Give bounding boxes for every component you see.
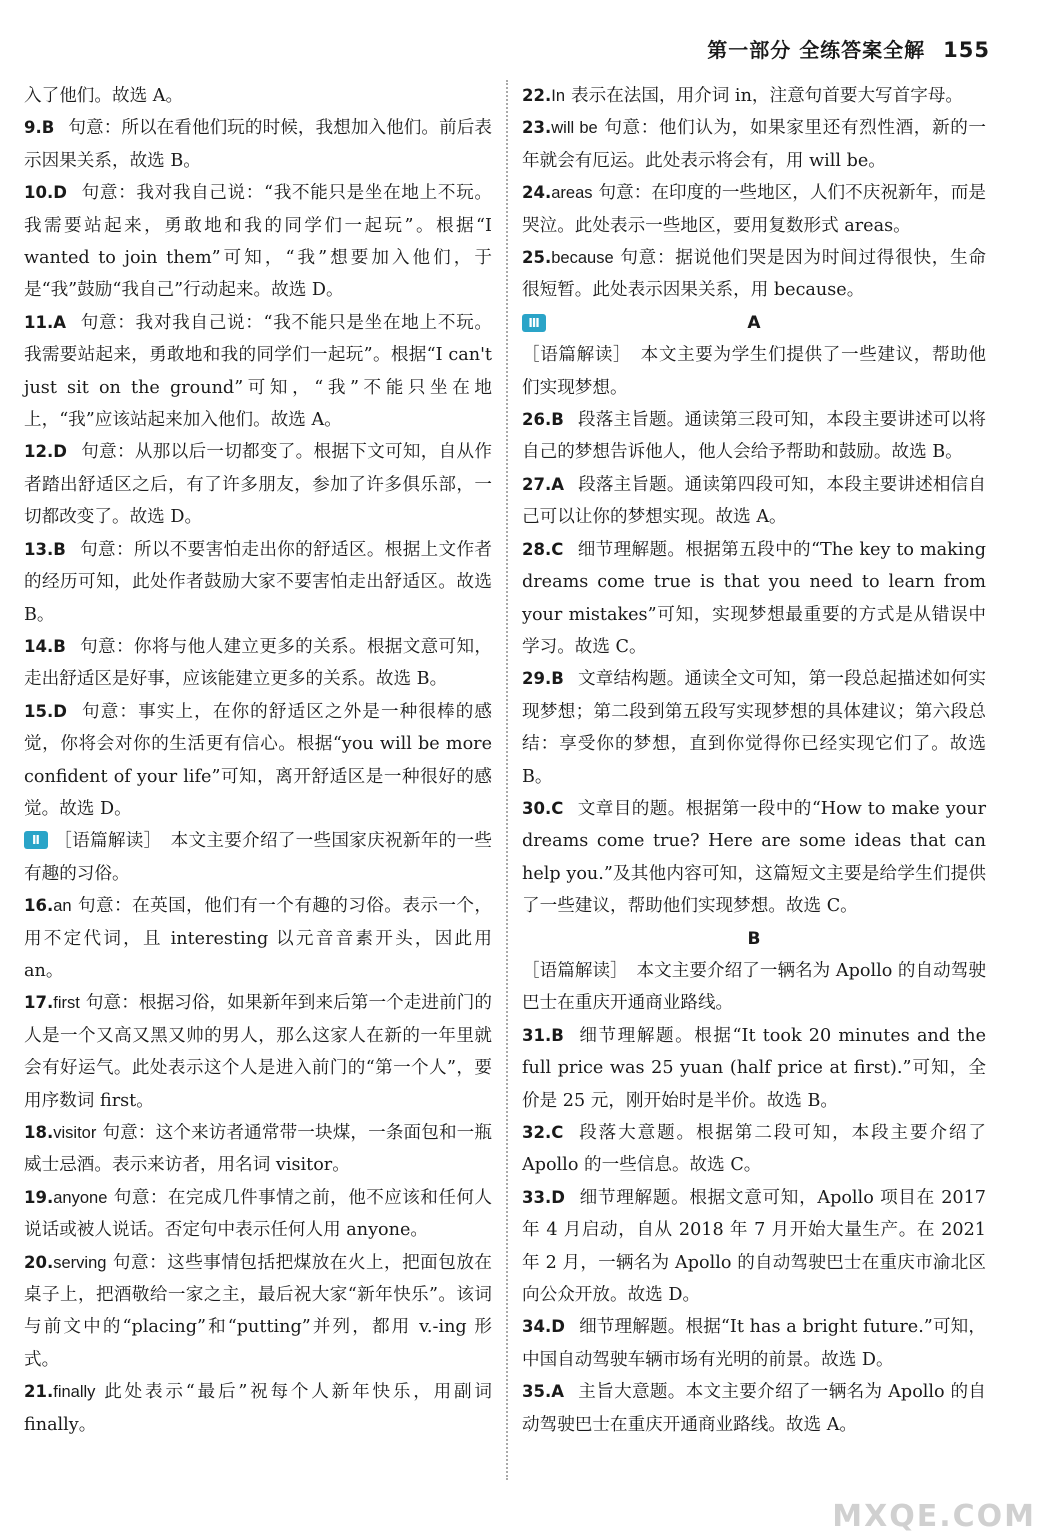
question-number: 28.C — [522, 539, 564, 559]
question-number: 15.D — [24, 701, 67, 721]
question-number: 10.D — [24, 183, 67, 203]
answer-item — [522, 793, 986, 923]
answer-word: anyone — [53, 1188, 108, 1207]
question-number: 30.C — [522, 798, 564, 818]
explanation-text: 段落主旨题。通读第四段可知，本段主要讲述相信自己可以让你的梦想实现。故选 A。 — [522, 474, 986, 528]
question-number: 31.B — [522, 1025, 564, 1045]
answer-item — [522, 1311, 986, 1376]
answer-word: visitor — [53, 1124, 97, 1142]
question-number: 20. — [24, 1252, 54, 1272]
question-number: 11.A — [24, 312, 66, 332]
explanation-text: 句意：我对我自己说：“我不能只是坐在地上不玩。我需要站起来，勇敢地和我的同学们一起玩”。根据“I wanted to join them”可知，“我”想要加入他们，于是“我”鼓励“我自己”行动起来。故选 D。 — [24, 183, 492, 301]
explanation-text: 文章结构题。通读全文可知，第一段总起描述如何实现梦想；第二段到第五段写实现梦想的具体建议；第六段总结：享受你的梦想，直到你觉得你已经实现它们了。故选 B。 — [522, 669, 986, 787]
passage-letter: A — [747, 312, 761, 333]
answer-item — [522, 112, 986, 177]
answer-word: finally — [53, 1383, 96, 1402]
right-column — [522, 80, 986, 1441]
left-column — [24, 80, 492, 1441]
question-number: 12.D — [24, 442, 67, 462]
paragraph: ［语篇解读］ 本文主要为学生们提供了一些建议，帮助他们实现梦想。 — [522, 345, 986, 398]
answer-item — [24, 1376, 492, 1441]
explanation-text: 句意：在印度的一些地区，人们不庆祝新年，而是哭泣。此处表示一些地区，要用复数形式 areas。 — [522, 183, 986, 236]
answer-item — [24, 534, 492, 631]
question-number: 16. — [24, 896, 54, 916]
explanation-text: 句意：他们认为，如果家里还有烈性酒，新的一年就会有厄运。此处表示将会有，用 will be。 — [522, 118, 986, 171]
explanation-text: 细节理解题。根据“It has a bright future.”可知，中国自动驾驶车辆市场有光明的前景。故选 D。 — [522, 1317, 986, 1370]
answer-item — [522, 404, 986, 469]
explanation-text: 段落主旨题。通读第三段可知，本段主要讲述可以将自己的梦想告诉他人，他人会给予帮助和鼓励。故选 B。 — [522, 410, 986, 463]
question-number: 17. — [24, 993, 54, 1013]
explanation-text: 句意：这些事情包括把煤放在火上，把面包放在桌子上，把酒敬给一家之主，最后祝大家“新年快乐”。该词与前文中的“placing”和“putting”并列，都用 v.-ing 形式。 — [24, 1252, 492, 1370]
section-intro-text: ［语篇解读］ 本文主要介绍了一些国家庆祝新年的一些有趣的习俗。 — [24, 831, 492, 884]
explanation-text: 句意：你将与他人建立更多的关系。根据文意可知，走出舒适区是好事，应该能建立更多的关系。故选 B。 — [24, 636, 492, 690]
question-number: 24. — [522, 183, 552, 203]
explanation-text: 句意：这个来访者通常带一块煤，一条面包和一瓶威士忌酒。表示来访者，用名词 visitor。 — [24, 1123, 492, 1176]
passage-letter: B — [747, 928, 761, 949]
answer-word: In — [551, 87, 565, 105]
question-number: 27.A — [522, 474, 564, 494]
question-number: 14.B — [24, 636, 66, 656]
question-number: 35.A — [522, 1382, 564, 1402]
answer-item — [24, 631, 492, 696]
explanation-text: 细节理解题。根据第五段中的“The key to making dreams come true is that you need to learn from your mistakes”可知，实现梦想最重要的方式是从错误中学习。故选 C。 — [522, 539, 986, 657]
answer-item — [24, 1247, 492, 1377]
answer-word: will be — [551, 119, 598, 138]
answer-item — [522, 1182, 986, 1312]
explanation-text: 表示在法国，用介词 in，注意句首要大写首字母。 — [571, 86, 964, 106]
answer-item — [522, 242, 986, 307]
paragraph: 入了他们。故选 A。 — [24, 86, 184, 106]
answer-item — [24, 696, 492, 826]
answer-item — [24, 1182, 492, 1247]
answer-item — [24, 112, 492, 177]
explanation-text: 句意：所以在看他们玩的时候，我想加入他们。前后表示因果关系，故选 B。 — [24, 118, 492, 171]
question-number: 34.D — [522, 1317, 565, 1337]
answer-item — [522, 469, 986, 534]
answer-item — [24, 1117, 492, 1182]
answer-item — [522, 1020, 986, 1117]
header-part: 第一部分 — [707, 38, 792, 62]
answer-word: an — [53, 897, 72, 916]
explanation-text: 句意：我对我自己说：“我不能只是坐在地上不玩。我需要站起来，勇敢地和我的同学们一起玩”。根据“I can't just sit on the ground”可知，“我”不能只坐在地上，“我”应该站起来加入他们。故选 A。 — [24, 312, 492, 431]
explanation-text: 段落大意题。根据第二段可知，本段主要介绍了 Apollo 的一些信息。故选 C。 — [522, 1123, 986, 1176]
answer-word: areas — [551, 184, 593, 203]
header-title: 全练答案全解 — [799, 38, 926, 62]
explanation-text: 句意：从那以后一切都变了。根据下文可知，自从作者踏出舒适区之后，有了许多朋友，参加了许多俱乐部，一切都改变了。故选 D。 — [24, 442, 492, 528]
question-number: 23. — [522, 118, 552, 138]
explanation-text: 主旨大意题。本文主要介绍了一辆名为 Apollo 的自动驾驶巴士在重庆开通商业路线。故选 A。 — [522, 1382, 986, 1435]
answer-item — [522, 177, 986, 242]
explanation-text: 此处表示“最后”祝每个人新年快乐，用副词finally。 — [24, 1382, 492, 1435]
question-number: 9.B — [24, 118, 55, 138]
section-intro — [24, 825, 492, 890]
answer-item — [24, 307, 492, 437]
page-header — [707, 34, 990, 63]
answer-item — [24, 987, 492, 1117]
question-number: 25. — [522, 248, 552, 268]
explanation-text: 句意：据说他们哭是因为时间过得很快，生命很短暂。此处表示因果关系，用 because。 — [522, 248, 986, 301]
page-number: 155 — [943, 38, 990, 62]
question-number: 21. — [24, 1382, 54, 1402]
answer-item — [24, 890, 492, 987]
question-number: 33.D — [522, 1187, 565, 1207]
question-number: 13.B — [24, 539, 66, 559]
section-badge: Ⅲ — [522, 314, 546, 332]
answer-item — [522, 534, 986, 664]
answer-item — [24, 177, 492, 307]
explanation-text: 文章目的题。根据第一段中的“How to make your dreams come true? Here are some ideas that can help you.”及其他内容可知，这篇短文主要是给学生们提供了一些建议，帮助他们实现梦想。故选 C。 — [522, 798, 986, 917]
explanation-text: 细节理解题。根据文意可知，Apollo 项目在 2017 年 4 月启动，自从 2018 年 7 月开始大量生产。在 2021 年 2 月，一辆名为 Apollo 的自动驾驶巴士在重庆市渝北区向公众开放。故选 D。 — [522, 1187, 986, 1306]
answer-word: serving — [53, 1253, 107, 1272]
answer-item — [24, 436, 492, 533]
question-number: 22. — [522, 86, 552, 105]
answer-word: first — [53, 994, 80, 1013]
explanation-text: 细节理解题。根据“It took 20 minutes and the full price was 25 yuan (half price at first).”可知，全价是 25 元，刚开始时是半价。故选 B。 — [522, 1025, 986, 1111]
answer-word: because — [551, 249, 614, 268]
explanation-text: 句意：事实上，在你的舒适区之外是一种很棒的感觉，你将会对你的生活更有信心。根据“you will be more confident of your life”可知，离开舒适区是一种很好的感觉。故选 D。 — [24, 701, 492, 819]
column-divider — [506, 80, 508, 1480]
answer-item — [522, 1117, 986, 1182]
section-badge: Ⅱ — [24, 831, 48, 849]
section-heading — [522, 307, 986, 339]
question-number: 18. — [24, 1123, 54, 1142]
explanation-text: 句意：根据习俗，如果新年到来后第一个走进前门的人是一个又高又黑又帅的男人，那么这家人在新的一年里就会有好运气。此处表示这个人是进入前门的“第一个人”，要用序数词 first。 — [24, 993, 492, 1111]
explanation-text: 句意：在完成几件事情之前，他不应该和任何人说话或被人说话。否定句中表示任何人用 anyone。 — [24, 1187, 492, 1241]
question-number: 29.B — [522, 669, 564, 689]
explanation-text: 句意：所以不要害怕走出你的舒适区。根据上文作者的经历可知，此处作者鼓励大家不要害怕走出舒适区。故选 B。 — [24, 539, 492, 625]
paragraph: ［语篇解读］ 本文主要介绍了一辆名为 Apollo 的自动驾驶巴士在重庆开通商业路线。 — [522, 960, 986, 1014]
explanation-text: 句意：在英国，他们有一个有趣的习俗。表示一个，用不定代词，且 interesting 以元音音素开头，因此用 an。 — [24, 896, 492, 981]
question-number: 32.C — [522, 1123, 564, 1142]
answer-item — [522, 1376, 986, 1441]
answer-item — [522, 80, 986, 112]
answer-item — [522, 663, 986, 793]
question-number: 26.B — [522, 410, 564, 430]
watermark-logo: MXQE.COM — [832, 1499, 1036, 1534]
question-number: 19. — [24, 1187, 54, 1207]
